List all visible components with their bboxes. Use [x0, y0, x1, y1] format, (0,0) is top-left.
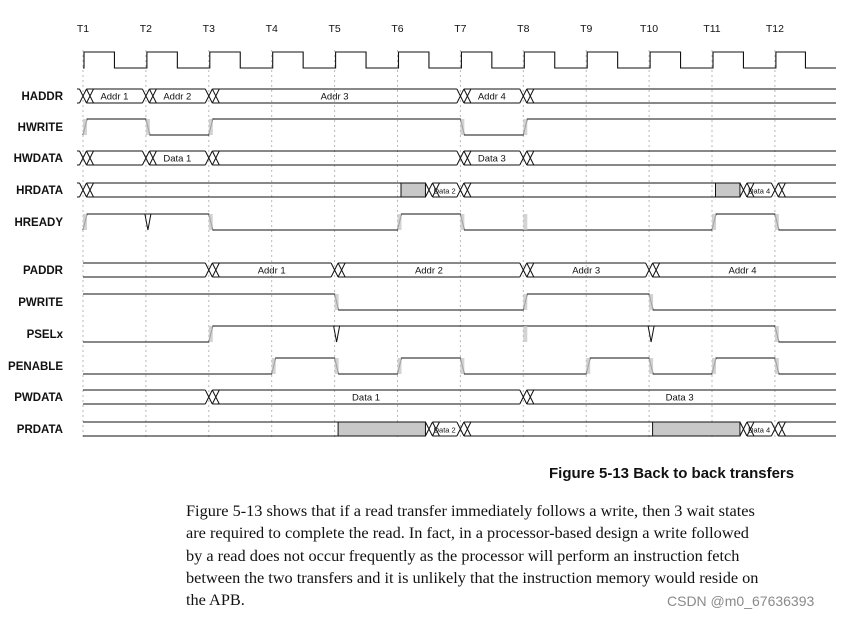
bus-transition-cross	[464, 183, 471, 197]
bus-transition-cross	[457, 422, 464, 436]
tick-label: T8	[517, 23, 530, 35]
signal-waveform	[83, 326, 836, 342]
signal-glitch	[334, 326, 340, 342]
paragraph-line: between the two transfers and it is unlikely that the instruction memory would reside on	[186, 567, 759, 587]
signal-waveform	[83, 358, 836, 374]
bus-transition-cross	[87, 183, 94, 197]
bus-transition-cross	[212, 263, 219, 277]
tick-label: T2	[139, 23, 153, 35]
tick-label: T1	[76, 23, 90, 35]
bus-value-label: Data 4	[748, 186, 771, 196]
paragraph-line: the APB.	[186, 590, 245, 610]
edge-uncertainty	[712, 214, 716, 230]
edge-uncertainty	[146, 119, 150, 135]
edge-uncertainty	[460, 358, 464, 374]
bus-transition-cross	[464, 151, 471, 165]
edge-uncertainty	[209, 214, 213, 230]
bus-transition-cross	[778, 422, 785, 436]
signal-name: PSELx	[26, 329, 63, 341]
bus-transition-cross	[464, 422, 471, 436]
tick-label: T9	[580, 23, 593, 35]
bus-transition-cross	[338, 263, 345, 277]
bus-transition-cross	[212, 390, 219, 404]
bus-value-label: Addr 3	[572, 265, 601, 277]
edge-uncertainty	[586, 358, 590, 374]
bus-value-label: Addr 1	[100, 91, 129, 103]
bus-transition-cross	[527, 151, 534, 165]
bus-value-label: Data 3	[665, 392, 694, 404]
edge-uncertainty	[335, 294, 339, 310]
signal-name: PWDATA	[14, 392, 63, 404]
bus-transition-cross	[212, 151, 219, 165]
paragraph-line: are required to complete the read. In fact, in a processor-based design a write followed	[186, 523, 749, 543]
bus-value-label: Data 2	[433, 186, 456, 196]
edge-uncertainty	[83, 214, 87, 230]
clock-waveform	[83, 52, 836, 68]
edge-uncertainty	[523, 214, 527, 230]
figure-caption: Figure 5-13 Back to back transfers	[549, 465, 795, 482]
bus-transition-cross	[425, 422, 432, 436]
bus-value-label: Data 1	[352, 392, 381, 404]
signal-name: PADDR	[22, 265, 63, 277]
edge-uncertainty	[712, 358, 716, 374]
bus-undefined-region	[338, 422, 425, 436]
bus-transition-cross	[149, 89, 156, 103]
signal-name: PWRITE	[18, 297, 63, 309]
signal-waveform	[83, 119, 836, 135]
bus-transition-cross	[527, 89, 534, 103]
bus-transition-cross	[778, 183, 785, 197]
edge-uncertainty	[209, 119, 213, 135]
tick-label: T10	[640, 23, 659, 35]
tick-label: T4	[265, 23, 278, 35]
bus-value-label: Addr 1	[257, 265, 286, 277]
signal-waveform	[83, 214, 836, 230]
signal-name: HWDATA	[13, 153, 63, 165]
bus-transition-cross	[520, 151, 527, 165]
paragraph-line: by a read does not occur frequently as the processor will perform an instruction fetch	[186, 545, 740, 565]
signal-waveform	[83, 294, 836, 310]
edge-uncertainty	[523, 119, 527, 135]
bus-transition-cross	[212, 89, 219, 103]
bus-value-label: Data 4	[748, 425, 771, 435]
signal-name: HWRITE	[17, 122, 63, 134]
tick-label: T7	[454, 23, 467, 35]
bus-undefined-region	[716, 183, 740, 197]
tick-label: T5	[328, 23, 341, 35]
edge-uncertainty	[523, 326, 527, 342]
bus-value-label: Addr 3	[320, 91, 349, 103]
edge-uncertainty	[649, 294, 653, 310]
bus-value-label: Data 3	[477, 153, 506, 165]
signal-name: HRDATA	[16, 185, 63, 197]
bus-transition-cross	[527, 390, 534, 404]
bus-value-label: Addr 2	[414, 265, 443, 277]
watermark: CSDN @m0_67636393	[667, 593, 815, 609]
signal-name: PENABLE	[8, 361, 63, 373]
bus-undefined-region	[653, 422, 740, 436]
signal-glitch	[648, 326, 654, 342]
edge-uncertainty	[398, 214, 402, 230]
edge-uncertainty	[83, 119, 87, 135]
bus-transition-cross	[149, 151, 156, 165]
tick-label: T6	[391, 23, 404, 35]
signal-name: HADDR	[21, 91, 63, 103]
tick-label: T3	[202, 23, 215, 35]
signal-name: PRDATA	[16, 424, 63, 436]
bus-value-label: Data 1	[163, 153, 192, 165]
edge-uncertainty	[272, 358, 276, 374]
bus-transition-cross	[80, 151, 87, 165]
bus-undefined-region	[401, 183, 425, 197]
bus-transition-cross	[205, 151, 212, 165]
edge-uncertainty	[460, 214, 464, 230]
bus-transition-cross	[457, 151, 464, 165]
bus-transition-cross	[527, 263, 534, 277]
bus-value-label: Addr 4	[728, 265, 757, 277]
signal-name: HREADY	[14, 217, 63, 229]
paragraph-line: Figure 5-13 shows that if a read transfer immediately follows a write, then 3 wait states	[186, 501, 755, 520]
tick-label: T12	[765, 23, 784, 35]
bus-transition-cross	[87, 151, 94, 165]
edge-uncertainty	[335, 358, 339, 374]
edge-uncertainty	[460, 119, 464, 135]
edge-uncertainty	[775, 326, 779, 342]
bus-transition-cross	[771, 422, 778, 436]
edge-uncertainty	[775, 358, 779, 374]
edge-uncertainty	[775, 214, 779, 230]
bus-value-label: Addr 4	[477, 91, 506, 103]
edge-uncertainty	[523, 294, 527, 310]
edge-uncertainty	[398, 358, 402, 374]
bus-transition-cross	[142, 151, 149, 165]
bus-value-label: Data 2	[433, 425, 456, 435]
bus-transition-cross	[740, 422, 747, 436]
edge-uncertainty	[209, 326, 213, 342]
bus-transition-cross	[87, 89, 94, 103]
bus-transition-cross	[653, 263, 660, 277]
edge-uncertainty	[649, 358, 653, 374]
bus-value-label: Addr 2	[163, 91, 192, 103]
bus-transition-cross	[740, 183, 747, 197]
bus-transition-cross	[425, 183, 432, 197]
tick-label: T11	[703, 23, 721, 35]
bus-transition-cross	[464, 89, 471, 103]
